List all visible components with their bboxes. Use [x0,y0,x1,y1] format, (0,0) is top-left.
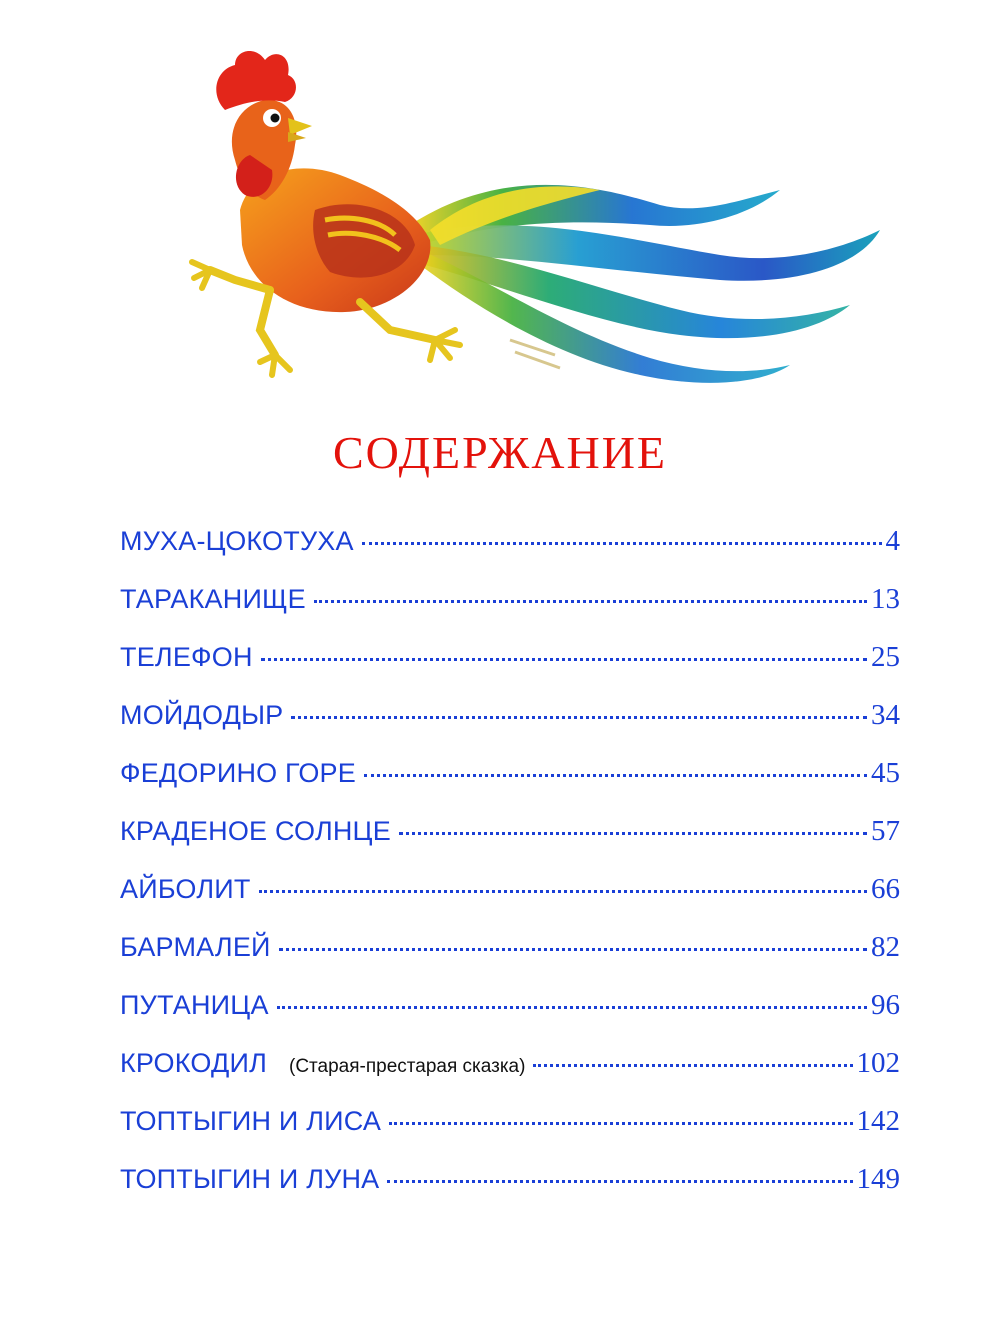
rooster-illustration [180,40,900,390]
toc-entry[interactable] [120,641,900,699]
toc-entry-title: ТАРАКАНИЩЕ [120,584,306,614]
toc-dot-leader [364,774,867,777]
toc-dot-leader [533,1064,852,1067]
toc-entry[interactable] [120,989,900,1047]
toc-entry-title: КРОКОДИЛ [120,1048,267,1078]
toc-entry-page-number: 25 [871,641,900,673]
toc-entry[interactable] [120,1163,900,1221]
toc-entry-title: АЙБОЛИТ [120,874,251,904]
toc-dot-leader [389,1122,852,1125]
toc-entry-title: ТОПТЫГИН И ЛУНА [120,1164,380,1194]
toc-dot-leader [277,1006,867,1009]
toc-entry[interactable] [120,815,900,873]
toc-entry-title: ПУТАНИЦА [120,990,269,1020]
toc-entry-title: МОЙДОДЫР [120,700,284,730]
toc-entry-page-number: 57 [871,815,900,847]
toc-entry-title: КРАДЕНОЕ СОЛНЦЕ [120,816,391,846]
toc-entry-title: БАРМАЛЕЙ [120,932,271,962]
toc-entry-title: МУХА-ЦОКОТУХА [120,526,354,556]
toc-dot-leader [387,1180,852,1183]
toc-dot-leader [399,832,867,835]
toc-dot-leader [279,948,867,951]
page-title: СОДЕРЖАНИЕ [332,427,668,478]
toc-dot-leader [314,600,867,603]
toc-entry-page-number: 96 [871,989,900,1021]
toc-entry-page-number: 149 [856,1163,900,1195]
toc-entry-page-number: 13 [871,583,900,615]
toc-entry[interactable] [120,757,900,815]
toc-dot-leader [291,716,867,719]
toc-dot-leader [261,658,867,661]
toc-entry[interactable] [120,699,900,757]
toc-entry-subtitle: (Старая-престарая сказка) [289,1056,526,1077]
toc-entry[interactable] [120,583,900,641]
toc-entry-page-number: 4 [885,525,900,557]
toc-dot-leader [259,890,867,893]
toc-entry[interactable] [120,931,900,989]
toc-entry-page-number: 142 [856,1105,900,1137]
toc-entry-page-number: 34 [871,699,900,731]
table-of-contents [120,525,900,1221]
toc-entry[interactable] [120,1047,900,1105]
toc-entry-page-number: 45 [871,757,900,789]
toc-entry[interactable] [120,873,900,931]
toc-entry[interactable] [120,1105,900,1163]
toc-entry[interactable] [120,525,900,583]
toc-entry-title: ТОПТЫГИН И ЛИСА [120,1106,382,1136]
toc-dot-leader [362,542,882,545]
toc-entry-page-number: 82 [871,931,900,963]
toc-entry-page-number: 102 [856,1047,900,1079]
toc-entry-title: ТЕЛЕФОН [120,642,253,672]
toc-entry-title: ФЕДОРИНО ГОРЕ [120,758,356,788]
toc-entry-page-number: 66 [871,873,900,905]
